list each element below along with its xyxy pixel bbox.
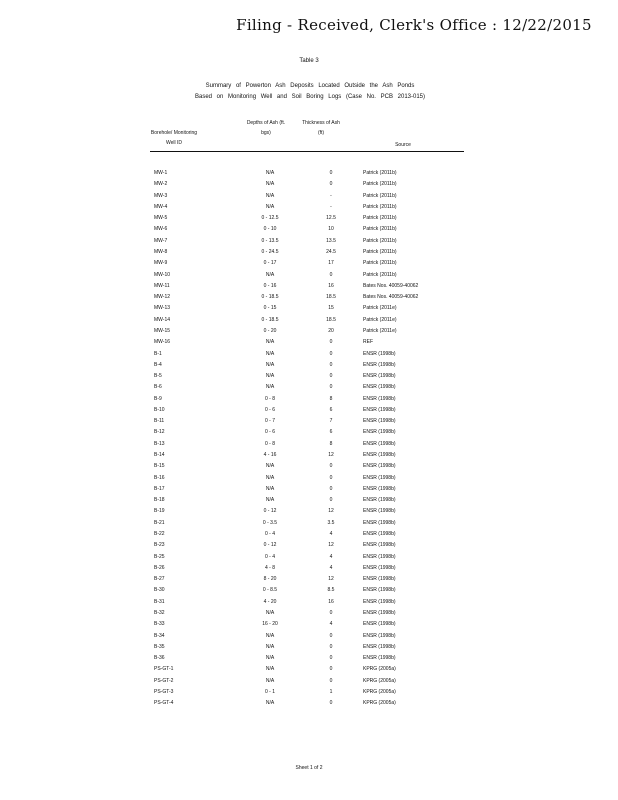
table-row: [150, 642, 464, 653]
depth-cell: N/A: [265, 609, 275, 616]
well-id-cell: B-1: [154, 350, 162, 357]
thickness-cell: 13.5: [326, 237, 336, 244]
depth-cell: 0 - 8: [264, 440, 275, 447]
depth-cell: 0 - 1: [264, 688, 275, 695]
well-id-cell: B-25: [154, 553, 165, 560]
table-row: [150, 394, 464, 405]
thickness-cell: 16: [328, 282, 334, 289]
thickness-cell: 6: [329, 429, 333, 436]
table-row: [150, 585, 464, 596]
source-cell: ENSR (1998b): [363, 576, 396, 583]
thickness-cell: 0: [329, 677, 333, 684]
table-row: [150, 687, 464, 698]
well-id-cell: B-27: [154, 576, 165, 583]
table-row: [150, 495, 464, 506]
depth-cell: 4 - 16: [263, 452, 277, 459]
source-cell: ENSR (1998b): [363, 395, 396, 402]
depth-cell: 0 - 18.5: [261, 294, 279, 301]
depth-cell: 0 - 24.5: [261, 248, 279, 255]
well-id-cell: B-9: [154, 395, 162, 402]
well-id-cell: B-16: [154, 474, 165, 481]
well-id-cell: MW-15: [154, 327, 171, 334]
thickness-cell: 0: [329, 384, 333, 391]
table-row: [150, 247, 464, 258]
depth-cell: N/A: [265, 700, 275, 707]
table-row: [150, 303, 464, 314]
well-id-cell: MW-5: [154, 215, 168, 222]
thickness-cell: 0: [329, 339, 333, 346]
source-cell: Patrick (2011b): [363, 170, 397, 176]
table-row: [150, 281, 464, 292]
thickness-cell: -: [330, 192, 332, 199]
source-cell: Bates Nos. 40059-40062: [363, 282, 419, 289]
table-row: [150, 563, 464, 574]
table-row: [150, 405, 464, 416]
depth-cell: 0 - 4: [264, 553, 275, 560]
thickness-cell: 24.5: [326, 248, 336, 255]
source-cell: ENSR (1998b): [363, 373, 396, 380]
depth-cell: 4 - 8: [264, 564, 275, 571]
well-id-cell: B-17: [154, 485, 165, 492]
source-cell: ENSR (1998b): [363, 621, 396, 628]
source-cell: Patrick (2011e): [363, 316, 397, 323]
well-id-cell: MW-16: [154, 339, 171, 346]
depth-cell: N/A: [265, 497, 275, 504]
depth-cell: 0 - 12: [263, 542, 277, 549]
table-row: [150, 315, 464, 326]
depth-cell: 0 - 20: [263, 327, 277, 334]
depth-cell: N/A: [265, 203, 275, 210]
thickness-cell: 4: [329, 553, 333, 560]
thickness-cell: 15: [328, 305, 334, 312]
table-row: [150, 631, 464, 642]
table-row: [150, 371, 464, 382]
thickness-cell: 8: [329, 395, 333, 402]
table-row: [150, 202, 464, 213]
table-row: [150, 337, 464, 348]
thickness-cell: 0: [329, 361, 333, 368]
header-divider-line: [150, 151, 464, 152]
well-id-cell: PS-GT-4: [154, 700, 174, 707]
depth-cell: N/A: [265, 350, 275, 357]
table-row: [150, 506, 464, 517]
source-cell: ENSR (1998b): [363, 587, 396, 594]
well-id-cell: PS-GT-1: [154, 666, 174, 673]
table-row: [150, 213, 464, 224]
thickness-cell: 12: [328, 508, 334, 515]
source-cell: KPRG (2005a): [363, 677, 396, 684]
source-cell: ENSR (1998b): [363, 508, 396, 515]
table-row: [150, 270, 464, 281]
source-cell: Patrick (2011e): [363, 305, 397, 312]
thickness-cell: 12: [328, 452, 334, 459]
depth-cell: N/A: [265, 192, 275, 199]
thickness-cell: 18.5: [326, 294, 336, 301]
source-cell: Patrick (2011b): [363, 181, 397, 188]
table-row: [150, 258, 464, 269]
depth-cell: 0 - 3.5: [262, 519, 278, 526]
table-row: [150, 698, 464, 709]
well-id-cell: B-15: [154, 463, 165, 470]
source-cell: REF: [363, 339, 373, 346]
thickness-cell: 0: [329, 632, 333, 639]
thickness-cell: 16: [328, 598, 334, 605]
column-header-source: Source: [395, 142, 411, 148]
table-row: [150, 619, 464, 630]
thickness-cell: -: [330, 203, 332, 210]
thickness-cell: 20: [328, 327, 334, 334]
thickness-cell: 8: [329, 440, 333, 447]
well-id-cell: B-22: [154, 531, 165, 537]
table-row: [150, 224, 464, 235]
source-cell: ENSR (1998b): [363, 429, 396, 436]
well-id-cell: B-30: [154, 587, 165, 594]
thickness-cell: 1: [329, 688, 333, 695]
table-row: [150, 427, 464, 438]
thickness-cell: 4: [329, 564, 333, 571]
table-row: [150, 360, 464, 371]
well-id-cell: B-19: [154, 508, 165, 515]
well-id-cell: B-32: [154, 609, 165, 616]
column-header-thickness: Thickness of Ash (ft): [302, 120, 340, 136]
depth-cell: N/A: [265, 339, 275, 346]
source-cell: Patrick (2011b): [363, 203, 397, 210]
table-row: [150, 292, 464, 303]
well-id-cell: PS-GT-3: [154, 688, 174, 695]
depth-cell: 0 - 7: [264, 418, 275, 425]
depth-cell: 0 - 12: [263, 508, 277, 515]
well-id-cell: B-12: [154, 429, 165, 436]
source-cell: ENSR (1998b): [363, 643, 396, 650]
source-cell: ENSR (1998b): [363, 542, 396, 549]
depth-cell: 0 - 4: [264, 531, 275, 537]
depth-cell: N/A: [265, 485, 275, 492]
thickness-cell: 17: [328, 260, 334, 267]
thickness-cell: 0: [329, 497, 333, 504]
thickness-cell: 0: [329, 350, 333, 357]
table-row: [150, 552, 464, 563]
well-id-cell: MW-12: [154, 294, 171, 301]
source-cell: ENSR (1998b): [363, 598, 396, 605]
thickness-cell: 0: [329, 485, 333, 492]
source-cell: ENSR (1998b): [363, 497, 396, 504]
depth-cell: 0 - 8.5: [262, 587, 278, 594]
well-id-cell: MW-7: [154, 237, 168, 244]
source-cell: ENSR (1998b): [363, 553, 396, 560]
thickness-cell: 12.5: [326, 215, 336, 222]
source-cell: Patrick (2011e): [363, 327, 397, 334]
filing-stamp-header: [0, 16, 618, 34]
table-row: [150, 168, 464, 179]
table-row: [150, 382, 464, 393]
well-id-cell: MW-11: [154, 282, 170, 289]
well-id-cell: B-26: [154, 564, 165, 571]
source-cell: ENSR (1998b): [363, 463, 396, 470]
thickness-cell: 0: [329, 655, 333, 662]
depth-cell: 0 - 10: [263, 226, 277, 233]
well-id-cell: B-36: [154, 655, 165, 662]
well-id-cell: MW-3: [154, 192, 168, 199]
source-cell: ENSR (1998b): [363, 485, 396, 492]
thickness-cell: 0: [329, 463, 333, 470]
depth-cell: N/A: [265, 632, 275, 639]
source-cell: ENSR (1998b): [363, 531, 396, 537]
table-caption: Table 3: [299, 58, 319, 64]
table-title-line-2: Based on Monitoring Well and Soil Boring Logs (Case No. PCB 2013-015): [195, 94, 425, 100]
source-cell: ENSR (1998b): [363, 609, 396, 616]
depth-cell: 0 - 17: [263, 260, 277, 267]
well-id-cell: MW-6: [154, 226, 168, 233]
table-row: [150, 349, 464, 360]
table-row: [150, 450, 464, 461]
depth-cell: N/A: [265, 643, 275, 650]
table-row: [150, 461, 464, 472]
depth-cell: 0 - 18.5: [261, 316, 279, 323]
thickness-cell: 12: [328, 542, 334, 549]
well-id-cell: MW-8: [154, 248, 168, 255]
thickness-cell: 6: [329, 406, 333, 413]
source-cell: Patrick (2011b): [363, 192, 397, 199]
well-id-cell: B-21: [154, 519, 165, 526]
table-row: [150, 191, 464, 202]
well-id-cell: B-6: [154, 384, 162, 391]
well-id-cell: B-13: [154, 440, 165, 447]
source-cell: Patrick (2011b): [363, 215, 397, 222]
table-row: [150, 664, 464, 675]
well-id-cell: MW-4: [154, 203, 168, 210]
thickness-cell: 3.5: [327, 519, 335, 526]
depth-cell: 0 - 12.5: [261, 215, 279, 222]
depth-cell: 0 - 16: [263, 282, 277, 289]
depth-cell: N/A: [265, 170, 275, 176]
sheet-number: Sheet 1 of 2: [295, 765, 323, 771]
well-id-cell: B-33: [154, 621, 165, 628]
thickness-cell: 18.5: [326, 316, 336, 323]
table-row: [150, 326, 464, 337]
depth-cell: 0 - 6: [264, 429, 275, 436]
well-id-cell: MW-14: [154, 316, 171, 323]
thickness-cell: 0: [329, 609, 333, 616]
column-header-depth: Depths of Ash (ft. bgs): [246, 120, 286, 136]
depth-cell: 0 - 15: [263, 305, 277, 312]
source-cell: ENSR (1998b): [363, 406, 396, 413]
thickness-cell: 10: [328, 226, 334, 233]
filing-stamp-text: Filing - Received, Clerk's Office : 12/22/2015: [236, 16, 592, 34]
depth-cell: 0 - 6: [264, 406, 275, 413]
thickness-cell: 0: [329, 700, 333, 707]
thickness-cell: 4: [329, 621, 333, 628]
source-cell: Patrick (2011b): [363, 271, 397, 278]
well-id-cell: B-18: [154, 497, 165, 504]
source-cell: ENSR (1998b): [363, 519, 396, 526]
table-row: [150, 484, 464, 495]
well-id-cell: MW-10: [154, 271, 171, 278]
table-row: [150, 179, 464, 190]
source-cell: ENSR (1998b): [363, 452, 396, 459]
thickness-cell: 7: [329, 418, 333, 425]
depth-cell: 4 - 20: [263, 598, 277, 605]
source-cell: Patrick (2011b): [363, 237, 397, 244]
source-cell: Patrick (2011b): [363, 226, 397, 233]
table-row: [150, 540, 464, 551]
well-id-cell: B-35: [154, 643, 165, 650]
source-cell: ENSR (1998b): [363, 655, 396, 662]
table-body: [150, 168, 464, 710]
table-row: [150, 236, 464, 247]
thickness-cell: 0: [329, 271, 333, 278]
well-id-cell: B-10: [154, 406, 165, 413]
thickness-cell: 12: [328, 576, 334, 583]
depth-cell: N/A: [265, 677, 275, 684]
depth-cell: 0 - 13.5: [261, 237, 279, 244]
well-id-cell: B-11: [154, 418, 165, 425]
depth-cell: 16 - 20: [262, 621, 278, 628]
well-id-cell: MW-13: [154, 305, 171, 312]
well-id-cell: MW-1: [154, 170, 168, 176]
thickness-cell: 0: [329, 181, 333, 188]
source-cell: ENSR (1998b): [363, 350, 396, 357]
well-id-cell: B-4: [154, 361, 162, 368]
table-row: [150, 597, 464, 608]
source-cell: ENSR (1998b): [363, 418, 396, 425]
table-row: [150, 676, 464, 687]
source-cell: Bates Nos. 40059-40062: [363, 294, 419, 301]
table-row: [150, 653, 464, 664]
depth-cell: N/A: [265, 463, 275, 470]
thickness-cell: 8.5: [327, 587, 335, 594]
thickness-cell: 4: [329, 531, 333, 537]
table-row: [150, 416, 464, 427]
well-id-cell: B-34: [154, 632, 165, 639]
table-row: [150, 473, 464, 484]
table-row: [150, 518, 464, 529]
depth-cell: N/A: [265, 384, 275, 391]
source-cell: Patrick (2011b): [363, 260, 397, 267]
table-row: [150, 608, 464, 619]
well-id-cell: B-5: [154, 373, 162, 380]
source-cell: KPRG (2005a): [363, 700, 396, 707]
depth-cell: 8 - 20: [263, 576, 277, 583]
thickness-cell: 0: [329, 666, 333, 673]
column-header-well-id: Borehole/ Monitoring Well ID: [150, 130, 198, 146]
source-cell: ENSR (1998b): [363, 361, 396, 368]
well-id-cell: PS-GT-2: [154, 677, 174, 684]
depth-cell: N/A: [265, 361, 275, 368]
depth-cell: N/A: [265, 181, 275, 188]
thickness-cell: 0: [329, 170, 333, 176]
thickness-cell: 0: [329, 373, 333, 380]
well-id-cell: MW-9: [154, 260, 168, 267]
depth-cell: N/A: [265, 666, 275, 673]
table-title-line-1: Summary of Powerton Ash Deposits Located Outside the Ash Ponds: [205, 83, 415, 89]
source-cell: Patrick (2011b): [363, 248, 397, 255]
source-cell: ENSR (1998b): [363, 384, 396, 391]
well-id-cell: B-23: [154, 542, 165, 549]
source-cell: ENSR (1998b): [363, 564, 396, 571]
source-cell: ENSR (1998b): [363, 440, 396, 447]
source-cell: ENSR (1998b): [363, 474, 396, 481]
thickness-cell: 0: [329, 643, 333, 650]
source-cell: ENSR (1998b): [363, 632, 396, 639]
source-cell: KPRG (2005a): [363, 666, 396, 673]
thickness-cell: 0: [329, 474, 333, 481]
well-id-cell: B-14: [154, 452, 165, 459]
depth-cell: 0 - 8: [264, 395, 275, 402]
source-cell: KPRG (2005a): [363, 688, 396, 695]
table-row: [150, 439, 464, 450]
table-row: [150, 529, 464, 540]
depth-cell: N/A: [265, 655, 275, 662]
depth-cell: N/A: [265, 271, 275, 278]
table-row: [150, 574, 464, 585]
depth-cell: N/A: [265, 474, 275, 481]
depth-cell: N/A: [265, 373, 275, 380]
well-id-cell: MW-2: [154, 181, 168, 188]
well-id-cell: B-31: [154, 598, 165, 605]
